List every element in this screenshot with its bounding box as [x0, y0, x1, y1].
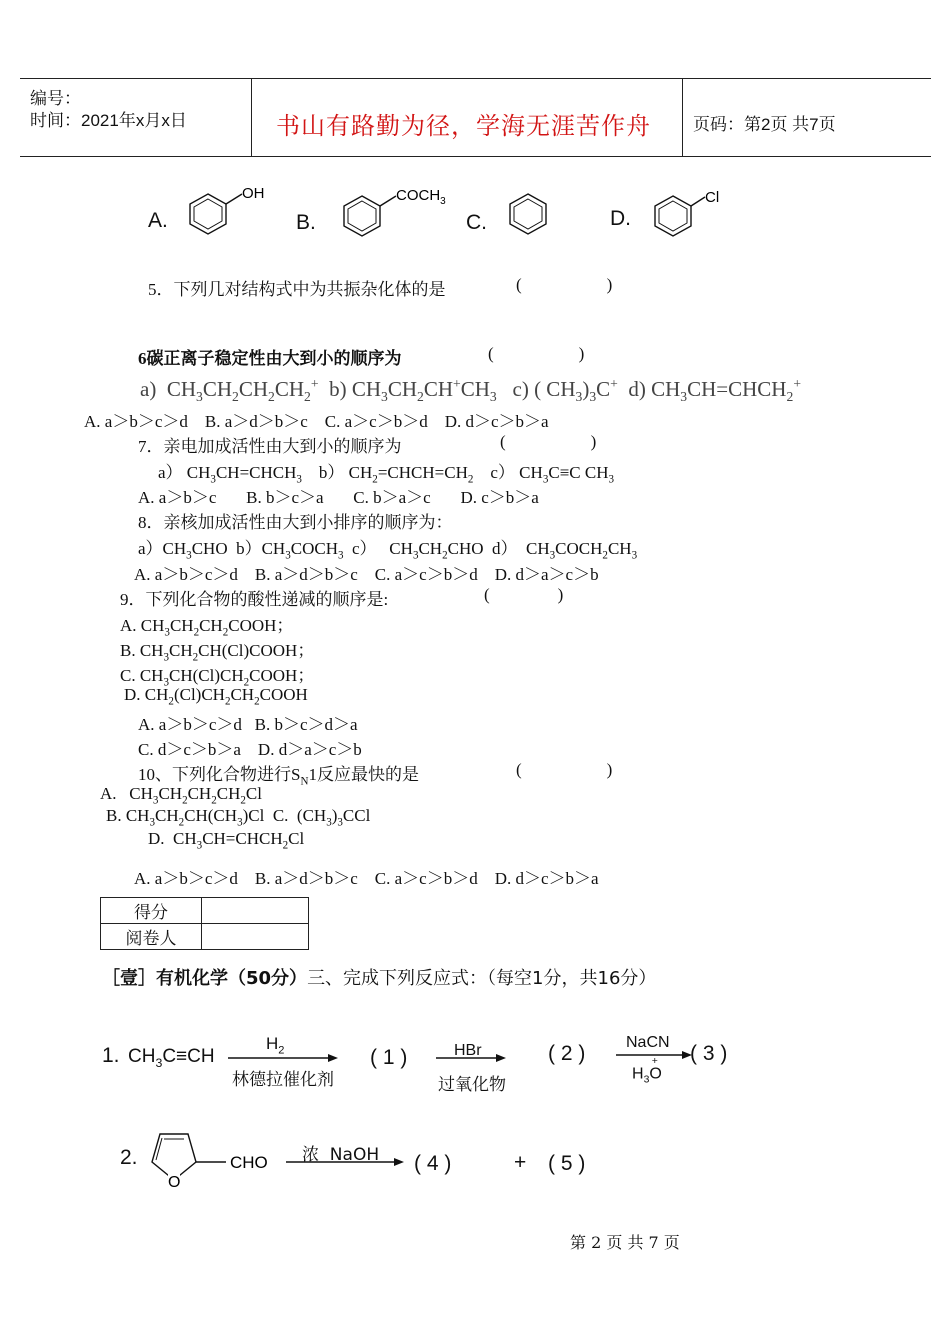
rxn1-number: 1. — [102, 1044, 120, 1067]
cl-group-label: Cl — [705, 189, 720, 206]
rxn2-blank4[interactable]: ( 4 ) — [414, 1152, 452, 1175]
acetophenone-structure-icon — [334, 180, 464, 244]
oh-group-label: OH — [242, 185, 265, 202]
reviewer-label: 阅卷人 — [101, 924, 202, 950]
rxn2-number: 2. — [120, 1146, 138, 1169]
q4-option-b: B. — [296, 211, 316, 234]
q10-answer-paren[interactable]: ( ) — [516, 760, 613, 779]
rxn1-reagent3-top: NaCN — [626, 1034, 670, 1051]
rxn1-reactant: $CH_3C\equiv CH$ — [128, 1046, 215, 1070]
q9-text: 9．下列化合物的酸性递减的顺序是: — [120, 590, 389, 609]
q10-choices: A. a＞b＞c＞d B. a＞d＞b＞c C. a＞c＞b＞d D. d＞c＞b＞a — [134, 869, 599, 888]
header-divider-right — [682, 78, 683, 157]
rxn2-blank5[interactable]: ( 5 ) — [548, 1152, 586, 1175]
score-table — [100, 897, 309, 950]
rxn2-plus: + — [514, 1151, 527, 1174]
score-value-cell[interactable] — [202, 898, 309, 924]
q9-option-b: B. $CH_3CH_2CH(Cl)COOH$； — [120, 641, 315, 664]
rxn1-blank3[interactable]: ( 3 ) — [690, 1042, 728, 1065]
q4-option-d: D. — [610, 207, 631, 230]
q5-text: 5．下列几对结构式中为共振杂化体的是 — [148, 280, 446, 299]
score-label: 得分 — [101, 898, 202, 924]
motto: 书山有路勤为径，学海无涯苦作舟 — [276, 112, 651, 140]
header-bottom-line — [20, 156, 931, 157]
q9-option-c: C. $CH_3CH(Cl)CH_2COOH$； — [120, 666, 315, 689]
reviewer-value-cell[interactable] — [202, 924, 309, 950]
furan-oxygen-label: O — [168, 1174, 181, 1191]
q7-text: 7．亲电加成活性由大到小的顺序为 — [138, 437, 402, 456]
q9-choices-2: C. d＞c＞b＞a D. d＞a＞c＞b — [138, 740, 362, 759]
q6-answer-paren[interactable]: ( ) — [488, 344, 585, 363]
rxn1-reagent1-bottom: 林德拉催化剂 — [232, 1070, 334, 1090]
q6-text: 6碳正离子稳定性由大到小的顺序为 — [138, 349, 402, 368]
phenol-structure-icon — [180, 180, 275, 242]
rxn1-reagent3-bottom: $H_3O^+$ — [632, 1056, 662, 1086]
serial-label: 编号： — [30, 89, 81, 108]
q4-option-c: C. — [466, 211, 487, 234]
q8-text: 8．亲核加成活性由大到小排序的顺序为： — [138, 513, 453, 532]
q10-option-a: A. $CH_3CH_2CH_2CH_2Cl$ — [100, 784, 262, 807]
header-top-line — [20, 78, 931, 79]
rxn1-reagent1-top: $H_2$ — [266, 1034, 285, 1057]
q9-option-d: D. $CH_2(Cl)CH_2CH_2COOH$ — [124, 685, 308, 708]
q10-option-d: D. $CH_3CH=CHCH_2Cl$ — [148, 829, 305, 852]
rxn1-blank2[interactable]: ( 2 ) — [548, 1042, 586, 1065]
svg-text:COCH3: $COCH_3$ — [396, 187, 446, 207]
q6-choices: A. a＞b＞c＞d B. a＞d＞b＞c C. a＞c＞b＞d D. d＞c＞b＞a — [84, 412, 549, 431]
q4-option-a: A. — [148, 209, 168, 232]
section3-title-rest: 三、完成下列反应式：（每空1分，共16分） — [307, 968, 657, 989]
q9-option-a: A. $CH_3CH_2CH_2COOH$； — [120, 616, 294, 639]
q7-choices: A. a＞b＞c B. b＞c＞a C. b＞a＞c D. c＞b＞a — [138, 488, 539, 507]
rxn1-blank1[interactable]: ( 1 ) — [370, 1046, 408, 1069]
rxn1-reagent2-top: HBr — [454, 1042, 482, 1059]
q7-answer-paren[interactable]: ( ) — [500, 432, 597, 451]
q10-text: 10、下列化合物进行$S_N1$反应最快的是 — [138, 765, 419, 788]
rxn2-reagent: 浓 NaOH — [302, 1145, 380, 1165]
q5-answer-paren[interactable]: ( ) — [516, 275, 613, 294]
rxn1-reagent2-bottom: 过氧化物 — [438, 1075, 506, 1095]
page-label: 页码：第2页 共7页 — [693, 115, 836, 134]
q8-choices: A. a＞b＞c＞d B. a＞d＞b＞c C. a＞c＞b＞d D. d＞a＞c＞b — [134, 565, 599, 584]
q8-items: $a)CH_3CHO$ $b)CH_3COCH_3$ c） $CH_3CH_2CHO$ d） $CH_3COCH_2CH_3$ — [138, 539, 638, 562]
chlorobenzene-structure-icon — [645, 182, 735, 244]
section3-heading — [102, 964, 656, 990]
time-label: 时间：2021年x月x日 — [30, 111, 187, 130]
q6-items: a) $CH_3CH_2CH_2CH_2^+$ b) $CH_3CH_2CH^+CH_3$ c) ( $CH_3)_3C^+$ d) $CH_3CH=CHCH_2^+$ — [140, 376, 802, 405]
q9-choices-1: A. a＞b＞c＞d B. b＞c＞d＞a — [138, 715, 358, 734]
furfural-structure-icon — [146, 1120, 286, 1196]
footer-page-number: 第 2 页 共 7 页 — [570, 1233, 680, 1252]
q10-option-bc: B. $CH_3CH_2CH(CH_3)Cl$ C. $(CH_3)_3CCl$ — [106, 806, 371, 829]
q9-answer-paren[interactable]: ( ) — [484, 585, 564, 604]
q7-items: a） $CH_3CH=CHCH_3$ b） $CH_2=CHCH=CH_2$ c） $CH_3C\equiv C$ $CH_3$ — [158, 463, 615, 486]
benzene-structure-icon — [498, 186, 558, 244]
section3-title-bold: ［壹］有机化学（50分） — [102, 968, 308, 989]
cho-group-label: CHO — [230, 1153, 268, 1172]
header-divider-left — [251, 78, 252, 157]
